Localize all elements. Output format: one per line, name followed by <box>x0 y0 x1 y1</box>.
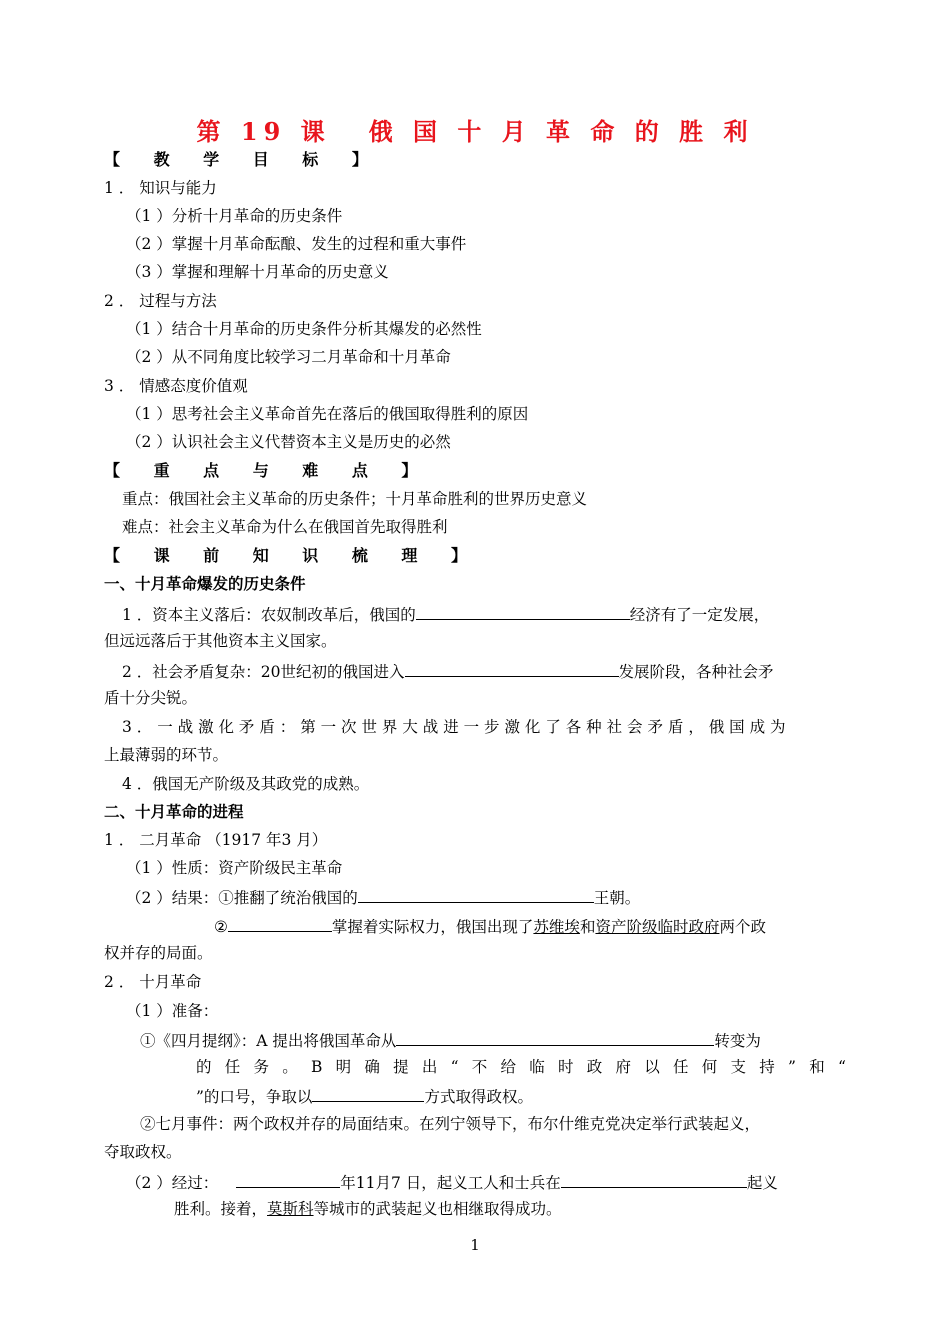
objective-item: 3 ． 情感态度价值观 <box>104 377 248 395</box>
condition-2-cont: 盾十分尖锐。 <box>104 689 198 707</box>
objective-item: 1 ． 知识与能力 <box>104 179 217 197</box>
objective-item: （3 ）掌握和理解十月革命的历史意义 <box>126 263 389 281</box>
fill-blank[interactable] <box>236 1171 340 1188</box>
course-cont: 胜利。接着，莫斯科等城市的武装起义也相继取得成功。 <box>174 1200 562 1218</box>
april-theses-cont: 的 任 务 。 B 明 确 提 出 “ 不 给 临 时 政 府 以 任 何 支 持 ” 和 “ <box>196 1058 846 1076</box>
review-header: 【 课 前 知 识 梳 理 】 <box>104 546 481 565</box>
condition-3-cont: 上最薄弱的环节。 <box>104 746 229 764</box>
keypoints-header: 【 重 点 与 难 点 】 <box>104 461 432 480</box>
fill-blank[interactable] <box>396 1029 714 1046</box>
lesson-number: 第 19 课 <box>196 117 331 146</box>
fill-blank[interactable] <box>228 915 332 932</box>
february-revolution: 1 ． 二月革命 （1917 年3 月） <box>104 831 328 849</box>
july-days: ②七月事件：两个政权并存的局面结束。在列宁领导下，布尔什维克党决定举行武装起义， <box>140 1115 761 1133</box>
february-result-1: （2 ）结果：①推翻了统治俄国的 王朝。 <box>126 886 640 908</box>
april-theses: ①《四月提纲》：A 提出将俄国革命从 转变为 <box>140 1029 761 1051</box>
preparation: （1 ）准备： <box>126 1002 219 1020</box>
objective-item: （2 ）从不同角度比较学习二月革命和十月革命 <box>126 348 451 366</box>
page-title <box>0 112 950 147</box>
objective-item: （1 ）结合十月革命的历史条件分析其爆发的必然性 <box>126 320 482 338</box>
difficult-point: 难点：社会主义革命为什么在俄国首先取得胜利 <box>122 518 448 536</box>
condition-1-cont: 但远远落后于其他资本主义国家。 <box>104 632 337 650</box>
objective-item: （2 ）掌握十月革命酝酿、发生的过程和重大事件 <box>126 235 467 253</box>
fill-blank[interactable] <box>416 603 630 620</box>
fill-blank[interactable] <box>312 1085 424 1102</box>
objective-item: 2 ． 过程与方法 <box>104 292 217 310</box>
condition-1: 1 ．资本主义落后：农奴制改革后，俄国的 经济有了一定发展， <box>122 603 769 625</box>
fill-blank[interactable] <box>405 660 619 677</box>
condition-4: 4 ．俄国无产阶级及其政党的成熟。 <box>122 775 370 793</box>
page-number: 1 <box>470 1236 480 1254</box>
course: （2 ）经过： 年11月7 日，起义工人和士兵在 起义 <box>126 1171 778 1193</box>
key-point: 重点：俄国社会主义革命的历史条件；十月革命胜利的世界历史意义 <box>122 490 588 508</box>
october-revolution: 2 ． 十月革命 <box>104 973 202 991</box>
objective-item: （1 ）思考社会主义革命首先在落后的俄国取得胜利的原因 <box>126 405 529 423</box>
february-nature: （1 ）性质：资产阶级民主革命 <box>126 859 343 877</box>
february-result-2-cont: 权并存的局面。 <box>104 944 213 962</box>
part1-heading: 一、十月革命爆发的历史条件 <box>104 574 306 593</box>
fill-blank[interactable] <box>358 886 594 903</box>
part2-heading: 二、十月革命的进程 <box>104 802 244 821</box>
objective-item: （1 ）分析十月革命的历史条件 <box>126 207 343 225</box>
fill-blank[interactable] <box>561 1171 747 1188</box>
lesson-name: 俄 国 十 月 革 命 的 胜 利 <box>368 117 754 146</box>
objectives-header: 【 教 学 目 标 】 <box>104 150 382 169</box>
condition-2: 2 ．社会矛盾复杂：20世纪初的俄国进入 发展阶段，各种社会矛 <box>122 660 774 682</box>
april-theses-cont-2: ”的口号，争取以 方式取得政权。 <box>196 1085 533 1107</box>
condition-3: 3 ． 一 战 激 化 矛 盾 ： 第 一 次 世 界 大 战 进 一 步 激 化 了 各 种 社 会 矛 盾 ， 俄 国 成 为 <box>122 718 786 736</box>
february-result-2: ② 掌握着实际权力，俄国出现了苏维埃和资产阶级临时政府两个政 <box>214 915 766 937</box>
objective-item: （2 ）认识社会主义代替资本主义是历史的必然 <box>126 433 451 451</box>
july-days-cont: 夺取政权。 <box>104 1143 182 1161</box>
